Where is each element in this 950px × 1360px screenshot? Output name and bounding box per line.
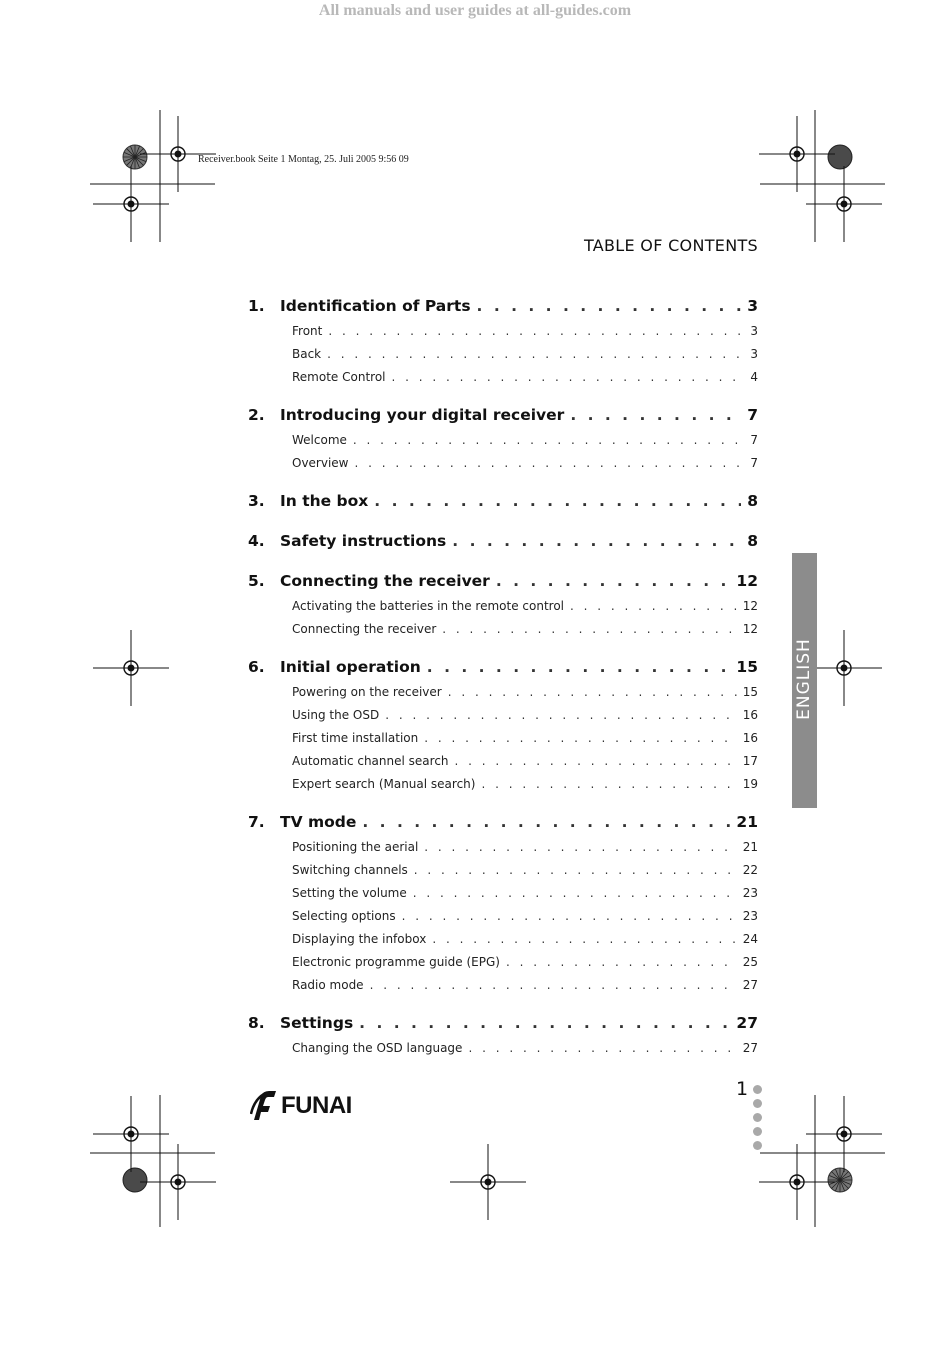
subsection-page: 23: [742, 886, 758, 900]
toc-section: [248, 1009, 758, 1060]
toc-subsection-row[interactable]: [292, 951, 758, 974]
brand-logo: [250, 1090, 352, 1122]
subsection-page: 7: [750, 456, 758, 470]
section-page: 12: [736, 572, 758, 590]
dot-leader: [402, 905, 737, 928]
toc-section-row[interactable]: [248, 292, 758, 320]
section-number: 8.: [248, 1014, 265, 1032]
subsection-page: 17: [742, 754, 758, 768]
dot-leader: [448, 681, 737, 704]
toc-subsection-row[interactable]: [292, 1037, 758, 1060]
toc-section: [248, 487, 758, 515]
book-info-line: Receiver.book Seite 1 Montag, 25. Juli 2005 9:56 09: [198, 154, 409, 165]
section-number: 2.: [248, 406, 265, 424]
section-page: 15: [736, 658, 758, 676]
section-page: 7: [747, 406, 758, 424]
subsection-title: Powering on the receiver: [292, 685, 442, 699]
subsection-page: 24: [742, 932, 758, 946]
toc-subsection-row[interactable]: [292, 974, 758, 997]
toc-subsection-row[interactable]: [292, 727, 758, 750]
subsection-title: Radio mode: [292, 978, 364, 992]
dot-leader: [374, 487, 741, 515]
dot-leader: [468, 1037, 736, 1060]
watermark: All manuals and user guides at all-guides.com: [318, 2, 632, 19]
subsection-title: Automatic channel search: [292, 754, 449, 768]
subsection-title: Back: [292, 347, 322, 361]
subsection-title: Remote Control: [292, 370, 386, 384]
dot-leader: [506, 951, 737, 974]
toc-subsection-row[interactable]: [292, 618, 758, 641]
dot-leader: [427, 653, 731, 681]
dot-leader: [353, 429, 744, 452]
dot-leader: [570, 595, 737, 618]
toc-subsection-row[interactable]: [292, 859, 758, 882]
subsection-page: 21: [742, 840, 758, 854]
subsection-page: 15: [742, 685, 758, 699]
toc-section: [248, 292, 758, 389]
subsection-title: Setting the volume: [292, 886, 407, 900]
toc-section-row[interactable]: [248, 1009, 758, 1037]
dot-leader: [442, 618, 736, 641]
dot-leader: [392, 366, 745, 389]
subsection-title: Activating the batteries in the remote control: [292, 599, 564, 613]
section-page: 3: [747, 297, 758, 315]
dot-leader: [424, 727, 736, 750]
subsection-title: Welcome: [292, 433, 347, 447]
subsection-page: 16: [742, 708, 758, 722]
page-dot: [753, 1113, 762, 1122]
dot-leader: [370, 974, 737, 997]
dot-leader: [327, 343, 744, 366]
section-page: 27: [736, 1014, 758, 1032]
subsection-title: Electronic programme guide (EPG): [292, 955, 500, 969]
page-dots: [753, 1085, 765, 1155]
toc-subsection-row[interactable]: [292, 905, 758, 928]
dot-leader: [455, 750, 737, 773]
page-number: 1: [736, 1078, 749, 1100]
subsection-title: Expert search (Manual search): [292, 777, 476, 791]
subsection-page: 25: [742, 955, 758, 969]
subsection-title: Displaying the infobox: [292, 932, 427, 946]
toc-subsection-row[interactable]: [292, 750, 758, 773]
subsection-title: Changing the OSD language: [292, 1041, 463, 1055]
subsection-title: Front: [292, 324, 323, 338]
toc-section: [248, 401, 758, 475]
toc-section-row[interactable]: [248, 401, 758, 429]
subsection-title: Selecting options: [292, 909, 396, 923]
toc-section: [248, 567, 758, 641]
subsection-page: 4: [750, 370, 758, 384]
subsection-page: 16: [742, 731, 758, 745]
section-title: Connecting the receiver: [280, 572, 490, 590]
toc-subsection-row[interactable]: [292, 452, 758, 475]
toc-subsection-row[interactable]: [292, 773, 758, 796]
language-tab-label: ENGLISH: [794, 638, 814, 720]
toc-subsection-row[interactable]: [292, 928, 758, 951]
section-title: Settings: [280, 1014, 354, 1032]
toc-subsection-row[interactable]: [292, 704, 758, 727]
subsection-title: Positioning the aerial: [292, 840, 419, 854]
toc-subsection-row[interactable]: [292, 429, 758, 452]
dot-leader: [355, 452, 745, 475]
toc-section: [248, 808, 758, 997]
dot-leader: [477, 292, 742, 320]
toc-subsection-row[interactable]: [292, 836, 758, 859]
language-tab: [792, 553, 817, 808]
subsection-page: 19: [742, 777, 758, 791]
subsection-page: 27: [742, 978, 758, 992]
toc-subsection-row[interactable]: [292, 320, 758, 343]
subsection-page: 22: [742, 863, 758, 877]
subsection-page: 12: [742, 622, 758, 636]
page-title: TABLE OF CONTENTS: [583, 236, 758, 255]
table-of-contents: [248, 292, 758, 1072]
brand-name: FUNAI: [281, 1092, 352, 1119]
section-number: 3.: [248, 492, 265, 510]
subsection-title: Using the OSD: [292, 708, 380, 722]
toc-subsection-row[interactable]: [292, 681, 758, 704]
toc-section-row[interactable]: [248, 567, 758, 595]
subsection-page: 7: [750, 433, 758, 447]
page-dot: [753, 1141, 762, 1150]
toc-section-row[interactable]: [248, 527, 758, 555]
toc-subsection-row[interactable]: [292, 595, 758, 618]
toc-section: [248, 653, 758, 796]
dot-leader: [496, 567, 731, 595]
subsection-title: Connecting the receiver: [292, 622, 437, 636]
page-dot: [753, 1099, 762, 1108]
section-title: Initial operation: [280, 658, 421, 676]
toc-section-row[interactable]: [248, 487, 758, 515]
dot-leader: [570, 401, 741, 429]
section-number: 6.: [248, 658, 265, 676]
toc-section-row[interactable]: [248, 653, 758, 681]
subsection-title: Switching channels: [292, 863, 408, 877]
section-page: 8: [747, 492, 758, 510]
section-number: 7.: [248, 813, 265, 831]
section-page: 8: [747, 532, 758, 550]
page-dot: [753, 1127, 762, 1136]
subsection-page: 12: [742, 599, 758, 613]
dot-leader: [328, 320, 744, 343]
dot-leader: [362, 808, 730, 836]
subsection-title: Overview: [292, 456, 349, 470]
toc-subsection-row[interactable]: [292, 343, 758, 366]
section-number: 1.: [248, 297, 265, 315]
dot-leader: [481, 773, 736, 796]
section-number: 5.: [248, 572, 265, 590]
dot-leader: [385, 704, 737, 727]
page-dot: [753, 1085, 762, 1094]
section-title: Identification of Parts: [280, 297, 471, 315]
toc-subsection-row[interactable]: [292, 366, 758, 389]
dot-leader: [424, 836, 736, 859]
toc-section-row[interactable]: [248, 808, 758, 836]
section-title: Safety instructions: [280, 532, 447, 550]
dot-leader: [359, 1009, 730, 1037]
section-title: In the box: [280, 492, 369, 510]
section-title: Introducing your digital receiver: [280, 406, 565, 424]
dot-leader: [414, 859, 737, 882]
funai-logo-icon: [250, 1090, 278, 1122]
toc-subsection-row[interactable]: [292, 882, 758, 905]
dot-leader: [413, 882, 737, 905]
subsection-page: 3: [750, 347, 758, 361]
subsection-page: 23: [742, 909, 758, 923]
section-title: TV mode: [280, 813, 357, 831]
subsection-title: First time installation: [292, 731, 419, 745]
subsection-page: 27: [742, 1041, 758, 1055]
section-number: 4.: [248, 532, 265, 550]
dot-leader: [452, 527, 741, 555]
subsection-page: 3: [750, 324, 758, 338]
dot-leader: [432, 928, 736, 951]
toc-section: [248, 527, 758, 555]
section-page: 21: [736, 813, 758, 831]
